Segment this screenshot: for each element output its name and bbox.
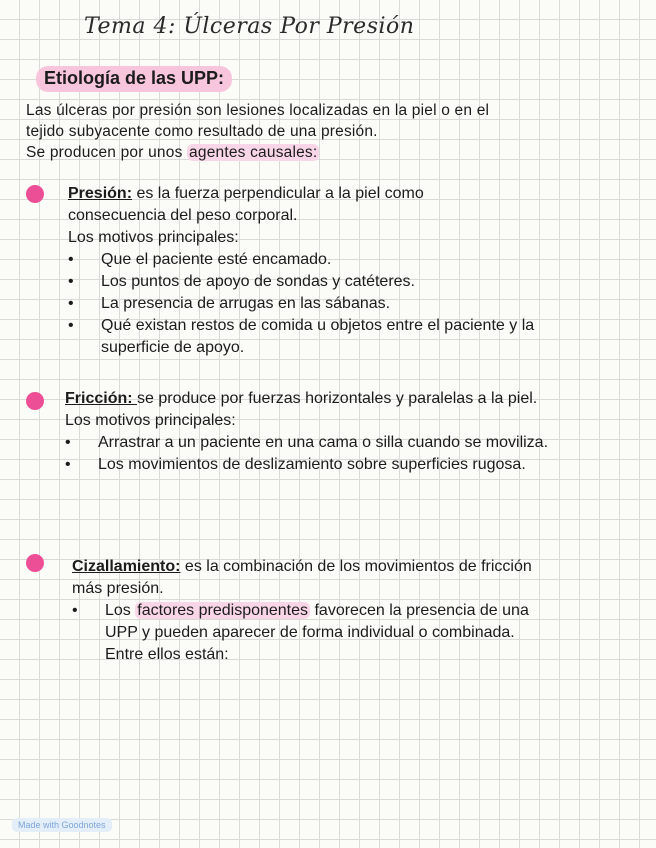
- bullet-dot-presion: [26, 185, 44, 203]
- bullet-dot-cizallamiento: [26, 554, 44, 572]
- intro-line-3: [26, 142, 626, 163]
- intro-paragraph: [26, 100, 626, 163]
- cizallamiento-definition-text: es la combinación de los movimientos de fricción más presión.: [72, 558, 532, 597]
- presion-motivos-list: [68, 249, 588, 359]
- friccion-definition-text: se produce por fuerzas horizontales y paralelas a la piel.: [137, 390, 538, 407]
- presion-definition: [68, 183, 508, 227]
- list-item: • Que el paciente esté encamado.: [68, 249, 588, 271]
- section-presion: [68, 183, 535, 359]
- section-cizallamiento: [72, 556, 562, 666]
- list-item: • Arrastrar a un paciente en una cama o silla cuando se moviliza.: [65, 432, 553, 454]
- friccion-definition: [65, 388, 590, 410]
- item-suffix: favorecen la presencia de una UPP y pueden aparecer de forma individual o combinada. Entre ellos están:: [105, 602, 529, 663]
- intro-line-1: Las úlceras por presión son lesiones localizadas en la piel o en el: [26, 102, 490, 119]
- section-friccion: [65, 388, 590, 476]
- list-item: [72, 600, 542, 666]
- bullet-dot-friccion: [26, 392, 44, 410]
- term-friccion: Fricción:: [65, 390, 138, 407]
- highlight-agentes-causales: agentes causales:: [189, 144, 318, 161]
- friccion-motivos-label: Los motivos principales:: [65, 412, 236, 429]
- intro-line-3-prefix: Se producen por unos: [26, 144, 188, 161]
- item-prefix: Los: [105, 602, 136, 619]
- list-item: • Los puntos de apoyo de sondas y catéteres.: [68, 271, 588, 293]
- cizallamiento-definition: [72, 556, 562, 600]
- section-heading: Etiología de las UPP:: [36, 66, 232, 92]
- cizallamiento-list: [72, 600, 542, 666]
- list-item: • Qué existan restos de comida u objetos entre el paciente y la superficie de apoyo.: [68, 315, 586, 359]
- term-cizallamiento: Cizallamiento:: [72, 558, 181, 575]
- list-item: • La presencia de arrugas en las sábanas.: [68, 293, 588, 315]
- highlight-factores-predisponentes: factores predisponentes: [137, 602, 309, 619]
- presion-definition-text: es la fuerza perpendicular a la piel como consecuencia del peso corporal.: [68, 185, 424, 224]
- page-title: Tema 4: Úlceras Por Presión: [84, 14, 415, 39]
- friccion-motivos-list: [65, 432, 625, 476]
- presion-motivos-label: Los motivos principales:: [68, 229, 239, 246]
- list-item: • Los movimientos de deslizamiento sobre superficies rugosa.: [65, 454, 625, 476]
- intro-line-2: tejido subyacente como resultado de una presión.: [26, 123, 378, 140]
- term-presion: Presión:: [68, 185, 133, 202]
- goodnotes-badge: Made with Goodnotes: [12, 818, 112, 832]
